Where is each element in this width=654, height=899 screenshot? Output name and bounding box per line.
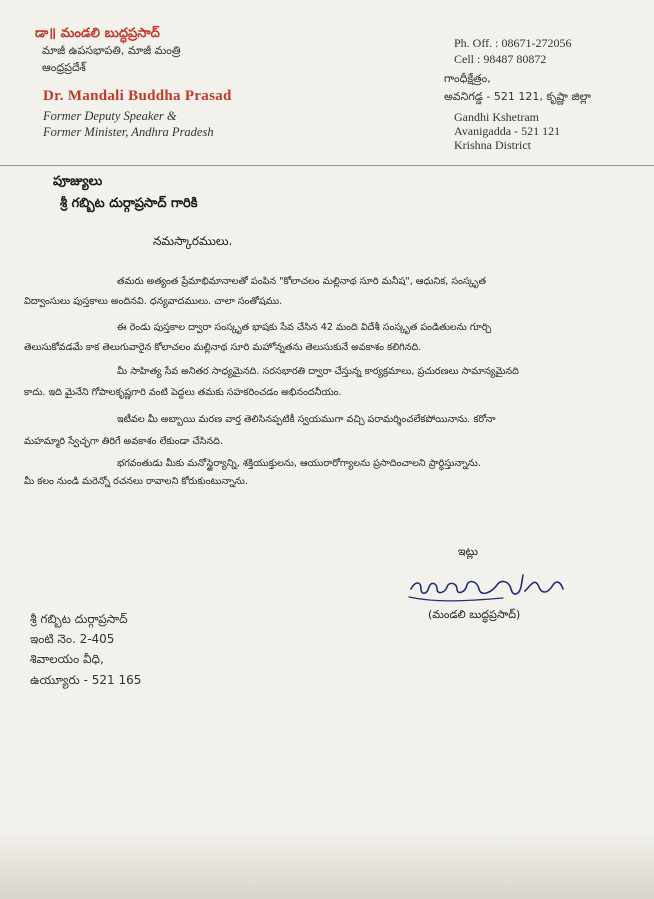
sender-name: (మండలి బుద్ధప్రసాద్): [428, 608, 521, 621]
signature-image: [407, 567, 567, 607]
letterhead-state-telugu: ఆంధ్రప్రదేశ్: [42, 61, 86, 74]
body-line: మీ సాహిత్య సేవ అనితర సాధ్యమైనది. సరసభారతి ద్వారా చేస్తున్న కార్యక్రమాలు, ప్రచురణలు సామాన్యమైనది: [117, 366, 519, 377]
salutation-line2: శ్రీ గబ్బిట దుర్గాప్రసాద్ గారికి: [60, 196, 198, 211]
letterhead-divider: [0, 165, 654, 166]
body-line: మహమ్మారి స్వేచ్ఛగా తిరిగే అవకాశం లేకుండా చేసినది.: [24, 436, 223, 447]
letterhead-name-telugu: డా॥ మండలి బుద్ధప్రసాద్: [35, 26, 160, 41]
recipient-line4: ఉయ్యూరు - 521 165: [30, 673, 142, 687]
address-telugu-line2: అవనిగడ్డ - 521 121, కృష్ణా జిల్లా: [444, 90, 591, 103]
letterhead-role-line1: Former Deputy Speaker &: [43, 109, 177, 123]
letterhead-designation-telugu: మాజీ ఉపసభాపతి, మాజీ మంత్రి: [42, 44, 181, 57]
body-line: భగవంతుడు మీకు మనోస్థైర్యాన్ని, శక్తియుక్తులను, ఆయురారోగ్యాలను ప్రసాదించాలని ప్రార్థిస్తున్నాను.: [117, 458, 481, 469]
address-english-line1: Gandhi Kshetram: [454, 110, 539, 124]
body-line: ఇటీవల మీ అబ్బాయి మరణ వార్త తెలిసినప్పటికీ స్వయముగా వచ్చి పరామర్శించలేకపోయినాను. కరోనా: [117, 414, 496, 425]
letterhead-role-line2: Former Minister, Andhra Pradesh: [43, 125, 214, 139]
body-line: కాదు. ఇది మైనేని గోపాలకృష్ణగారి వంటి పెద్దలు తమకు సహకరించడం అభినందనీయం.: [24, 387, 342, 398]
address-english-line2: Avanigadda - 521 121: [454, 124, 561, 138]
address-english-line3: Krishna District: [454, 138, 531, 152]
body-line: తెలుసుకోవడమే కాక తెలుగువారైన కోలాచలం మల్లినాథ సూరి మహోన్నతను తెలుసుకునే అవకాశం కలిగినది.: [24, 342, 422, 353]
recipient-line3: శివాలయం వీధి,: [30, 652, 104, 666]
phone-cell: Cell : 98487 80872: [454, 52, 547, 66]
body-line: తమరు అత్యంత ప్రేమాభిమానాలతో పంపిన "కోలాచలం మల్లినాథ సూరి మనీష", ఆధునిక, సంస్కృత: [117, 276, 486, 287]
body-line: మీ కలం నుండి మరెన్నో రచనలు రావాలని కోరుకుంటున్నాను.: [24, 476, 248, 487]
letterhead-name-english: Dr. Mandali Buddha Prasad: [43, 88, 232, 104]
recipient-line2: ఇంటి నెం. 2-405: [30, 632, 115, 646]
salutation-line1: పూజ్యులు: [53, 174, 103, 189]
body-line: విద్వాంసులు పుస్తకాలు అందినవి. ధన్యవాదములు. చాలా సంతోషము.: [24, 296, 283, 307]
phone-office: Ph. Off. : 08671-272056: [454, 36, 572, 50]
address-telugu-line1: గాంధీక్షేత్రం,: [444, 72, 491, 85]
recipient-line1: శ్రీ గబ్బిట దుర్గాప్రసాద్: [30, 612, 128, 626]
body-line: ఈ రెండు పుస్తకాల ద్వారా సంస్కృత భాషకు సేవ చేసిన 42 మంది విదేశీ సంస్కృత పండితులను గూర్చి: [117, 322, 492, 333]
greeting: నమస్కారములు.: [153, 234, 233, 248]
closing: ఇట్లు: [458, 545, 478, 558]
page-bottom-shadow: [0, 829, 654, 899]
